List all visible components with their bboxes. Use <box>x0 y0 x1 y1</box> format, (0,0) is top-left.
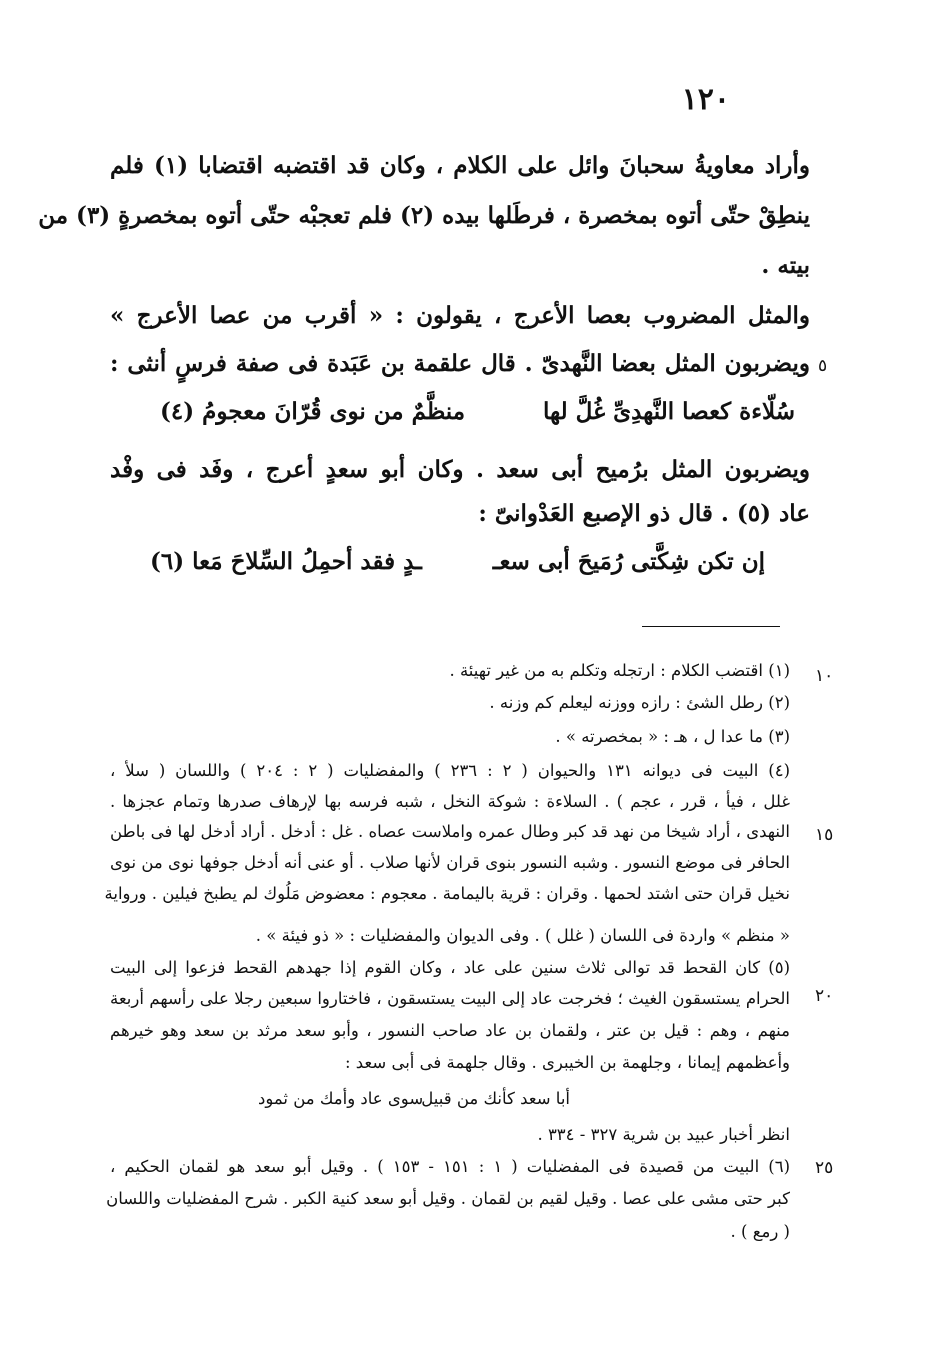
line-number-5: ٥ <box>818 356 828 376</box>
verse1-second-hemistich: منظَّمٌ من نوى قُرّانَ معجومُ (٤) <box>160 398 466 425</box>
footnote-verse-second: سوى عاد وأمك من ثمود <box>258 1089 424 1108</box>
footnote-verse-first: أبا سعد كأنك من قبيل <box>421 1089 570 1108</box>
footnote-line-11: الحرام يستسقون الغيث ؛ فخرجت عاد إلى البيت يستسقون ، فاختاروا سبعين رجلا على رأسهم أربعة <box>110 989 790 1008</box>
footnote-line-10: (٥) كان القحط قد توالى ثلاث سنين على عاد ، وكان القوم إذا جهدهم القحط فزعوا إلى البيت <box>110 958 790 977</box>
footnote-line-17: ( رمع ) . <box>730 1222 790 1241</box>
footnote-line-14: انظر أخبار عبيد بن شرية ٣٢٧ - ٣٣٤ . <box>537 1125 790 1144</box>
page-number: ١٢٠ <box>681 82 730 117</box>
line-number-10: ١٠ <box>815 666 834 686</box>
main-line-6: ويضربون المثل برُميح أبى سعد . وكان أبو سعدٍ أعرج ، وفَد فى وفْد <box>110 456 810 483</box>
main-line-4: والمثل المضروب بعصا الأعرج ، يقولون : « أقرب من عصا الأعرج » <box>110 302 810 329</box>
footnote-line-16: كبر حتى مشى على عصا . وقيل لقيم بن لقمان . وقيل أبو سعد كنية الكبر . شرح المفضليات واللسان <box>106 1189 790 1208</box>
footnote-line-2: (٢) رطل الشئ : رازه ووزنه ليعلم كم وزنه . <box>489 693 790 712</box>
footnote-line-13: وأعظمهم إيمانا ، وجلهمة بن الخيبرى . وقال جلهمة فى أبى سعد : <box>344 1053 790 1072</box>
line-number-20: ٢٠ <box>815 986 834 1006</box>
footnote-line-6: النهدى ، أراد شيخا من نهد قد كبر وطال عمره واملاست عصاه . غل : أدخل . أراد أدخل لها فى باطن <box>110 822 790 841</box>
footnote-line-7: الحافر فى موضع النسور . وشبه النسور بنوى قران لأنها صلاب . أو عنى أنه أدخل جوفها نوى من نوى <box>110 853 790 872</box>
footnote-line-4: (٤) البيت فى ديوانه ١٣١ والحيوان ( ٢ : ٢٣٦ ) والمفضليات ( ٢ : ٢٠٤ ) واللسان ( سلأ ، <box>110 761 790 780</box>
main-line-5: ويضربون المثل بعضا النَّهدىّ . قال علقمة بن عَبَدة فى صفة فرسٍ أنثى : <box>110 350 810 377</box>
verse2-first-hemistich: إن تكن شِكَّتى رُمَيحَ أبى سعـ <box>492 548 765 575</box>
main-line-7: عاد (٥) . قال ذو الإصبع العَدْوانىّ : <box>478 500 810 527</box>
line-number-15: ١٥ <box>815 825 834 845</box>
verse1-first-hemistich: سُلّاءة كعصا النَّهدِىِّ غُلَّ لها <box>543 398 795 425</box>
line-number-25: ٢٥ <box>815 1158 834 1178</box>
footnote-line-12: منهم ، وهم : قيل بن عتر ، ولقمان بن عاد صاحب النسور ، وأبو سعد مرثد بن سعد وهو خيرهم <box>110 1021 790 1040</box>
main-line-3: بيته . <box>761 252 810 279</box>
footnote-line-3: (٣) ما عدا ل ، هـ : « بمخصرته » . <box>555 727 790 746</box>
main-line-1: وأراد معاويةُ سحبانَ وائل على الكلام ، وكان قد اقتضبه اقتضابا (١) فلم <box>110 152 811 179</box>
footnote-line-1: (١) اقتضب الكلام : ارتجله وتكلم به من غير تهيئة . <box>449 661 790 680</box>
footnote-separator <box>642 626 780 627</box>
footnote-line-9: « منظم » واردة فى اللسان ( غلل ) . وفى الديوان والمفضليات : « ذو فيئة » . <box>255 926 790 945</box>
main-line-2: ينطِقْ حتّى أتوه بمخصرة ، فرطَلها بيده (٢) فلم تعجبْه حتّى أتوه بمخصرةٍ (٣) من <box>38 202 810 229</box>
footnote-line-5: غلل ، فيأ ، قرر ، عجم ) . السلاءة : شوكة النخل ، شبه فرسه بها لإرهاف صدرها وتمام عجزها . <box>110 792 790 811</box>
footnote-line-15: (٦) البيت من قصيدة فى المفضليات ( ١ : ١٥١ - ١٥٣ ) . وقيل أبو سعد هو لقمان الحكيم ، <box>110 1157 790 1176</box>
footnote-line-8: نخيل قران حتى اشتد لحمها . وقران : قرية باليمامة . معجوم : معضوض مَلُوك لم يطبخ فيلين . ورواية <box>104 884 790 903</box>
verse2-second-hemistich: ـدٍ فقد أحمِلُ السِّلاحَ مَعا (٦) <box>150 548 422 575</box>
